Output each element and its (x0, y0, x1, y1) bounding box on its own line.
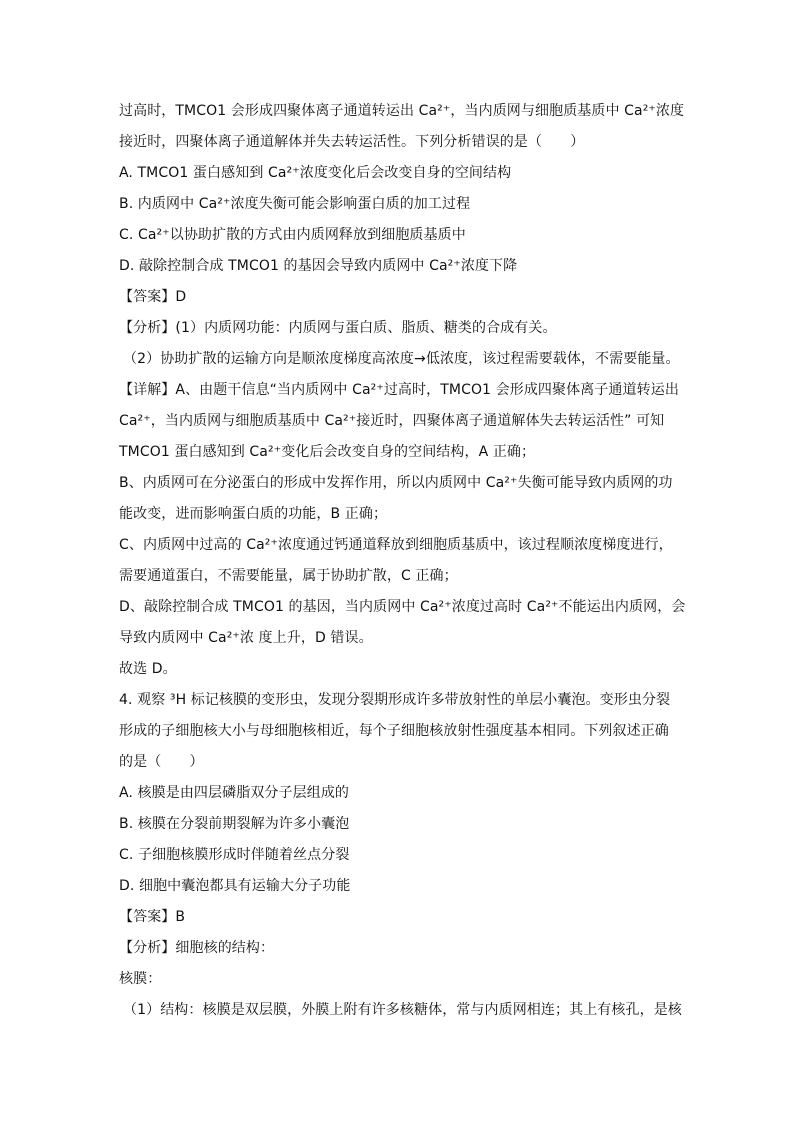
detail-q3-2: Ca²⁺，当内质网与细胞质基质中 Ca²⁺接近时，四聚体离子通道解体失去转运活性” 可知 (119, 413, 665, 429)
option-b-q4: B. 核膜在分裂前期裂解为许多小囊泡 (119, 816, 350, 832)
option-b-q3: B. 内质网中 Ca²⁺浓度失衡可能会影响蛋白质的加工过程 (119, 196, 471, 212)
analysis-q4-2: 核膜： (119, 971, 162, 987)
analysis-q3-2: （2）协助扩散的运输方向是顺浓度梯度高浓度→低浓度，该过程需要载体，不需要能量。 (123, 351, 680, 367)
answer-q4: 【答案】B (119, 909, 186, 925)
analysis-q3-1: 【分析】(1）内质网功能：内质网与蛋白质、脂质、糖类的合成有关。 (119, 320, 557, 336)
answer-q3: 【答案】D (119, 289, 187, 305)
detail-q3-9: 导致内质网中 Ca²⁺浓 度上升，D 错误。 (119, 630, 373, 646)
option-d-q3: D. 敲除控制合成 TMCO1 的基因会导致内质网中 Ca²⁺浓度下降 (119, 258, 518, 274)
analysis-q4-3: （1）结构：核膜是双层膜，外膜上附有许多核糖体，常与内质网相连；其上有核孔，是核 (123, 1002, 682, 1018)
detail-q3-1: 【详解】A、由题干信息“当内质网中 Ca²⁺过高时，TMCO1 会形成四聚体离子通道转运出 (119, 382, 679, 398)
analysis-q4-1: 【分析】细胞核的结构： (119, 940, 275, 956)
detail-q3-8: D、敲除控制合成 TMCO1 的基因，当内质网中 Ca²⁺浓度过高时 Ca²⁺不能运出内质网，会 (119, 599, 686, 615)
text-line-1: 过高时，TMCO1 会形成四聚体离子通道转运出 Ca²⁺，当内质网与细胞质基质中 Ca²⁺浓度 (119, 103, 685, 119)
option-c-q4: C. 子细胞核膜形成时伴随着丝点分裂 (119, 847, 350, 863)
detail-q3-6: C、内质网中过高的 Ca²⁺浓度通过钙通道释放到细胞质基质中，该过程顺浓度梯度进行， (119, 537, 673, 553)
option-d-q4: D. 细胞中囊泡都具有运输大分子功能 (119, 878, 351, 894)
question-4-line-1: 4. 观察 ³H 标记核膜的变形虫，发现分裂期形成许多带放射性的单层小囊泡。变形虫分裂 (119, 692, 671, 708)
detail-q3-5: 能改变，进而影响蛋白质的功能，B 正确； (119, 506, 388, 522)
detail-q3-3: TMCO1 蛋白感知到 Ca²⁺变化后会改变自身的空间结构，A 正确； (119, 444, 536, 460)
option-a-q3: A. TMCO1 蛋白感知到 Ca²⁺浓度变化后会改变自身的空间结构 (119, 165, 512, 181)
question-4-line-3: 的是（ ） (119, 754, 204, 770)
detail-q3-7: 需要通道蛋白，不需要能量，属于协助扩散，C 正确； (119, 568, 458, 584)
option-c-q3: C. Ca²⁺以协助扩散的方式由内质网释放到细胞质基质中 (119, 227, 466, 243)
choice-q3: 故选 D。 (119, 661, 177, 677)
text-line-2: 接近时，四聚体离子通道解体并失去转运活性。下列分析错误的是（ ） (119, 134, 585, 150)
detail-q3-4: B、内质网可在分泌蛋白的形成中发挥作用，所以内质网中 Ca²⁺失衡可能导致内质网的功 (119, 475, 673, 491)
option-a-q4: A. 核膜是由四层磷脂双分子层组成的 (119, 785, 350, 801)
question-4-line-2: 形成的子细胞核大小与母细胞核相近，每个子细胞核放射性强度基本相同。下列叙述正确 (119, 723, 669, 739)
